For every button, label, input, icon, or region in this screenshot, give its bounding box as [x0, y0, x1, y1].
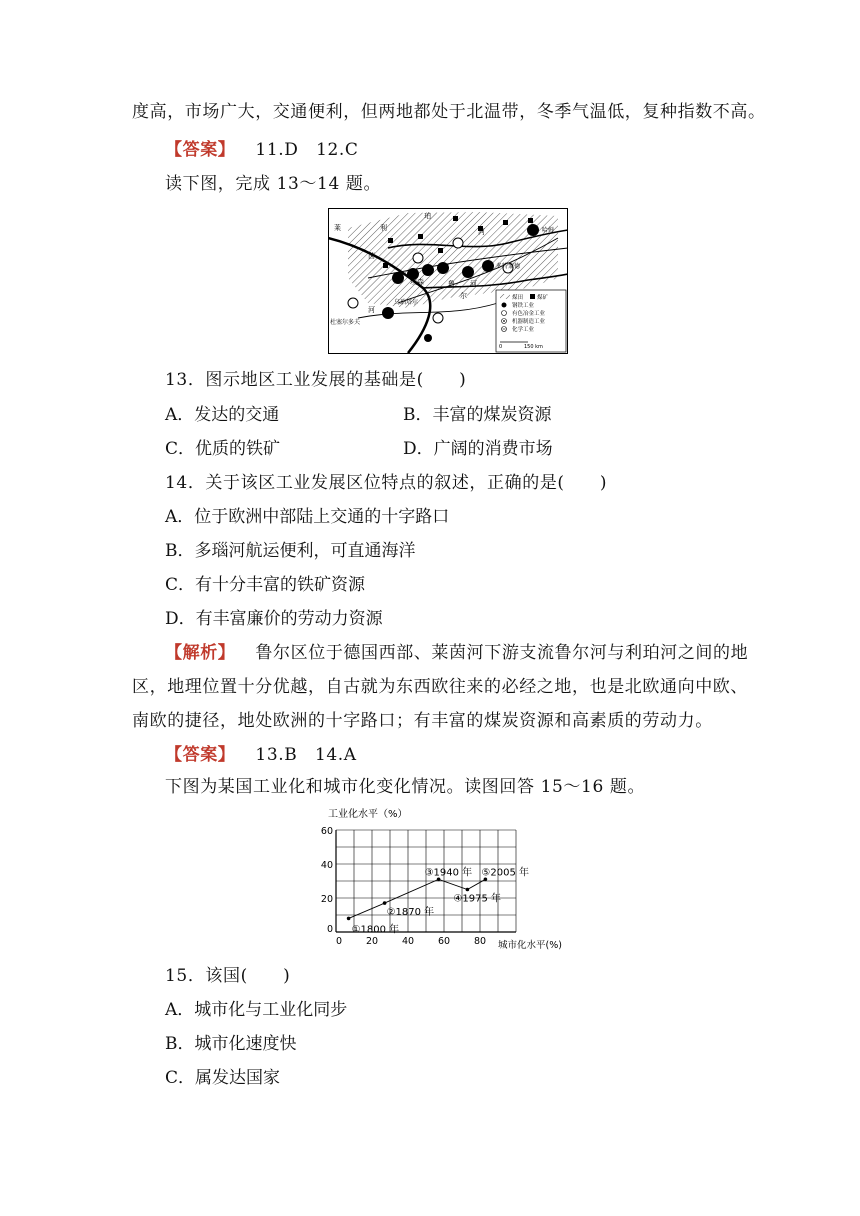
paragraph-line: 度高，市场广大，交通便利，但两地都处于北温带，冬季气温低，复种指数不高。 [132, 102, 766, 122]
map-label: 杜塞尔多夫 [330, 319, 361, 326]
map-label: 利 [380, 224, 387, 232]
x-tick-label: 40 [401, 936, 415, 947]
y-tick-label: 0 [326, 924, 333, 935]
map-label: 鲁 [448, 280, 455, 288]
q14-option-d[interactable]: D．有丰富廉价的劳动力资源 [165, 609, 383, 629]
q14-option-b[interactable]: B．多瑙河航运便利，可直通海洋 [165, 541, 416, 561]
legend-nonferrous: 有色冶金工业 [512, 311, 546, 317]
y-tick-label: 20 [320, 894, 333, 905]
map-label: 尔 [460, 292, 467, 300]
answer-line-1 [165, 138, 359, 162]
map-label: 哈姆 [542, 227, 555, 234]
data-label: ③1940 年 [424, 867, 473, 879]
q15-option-c[interactable]: C．属发达国家 [165, 1068, 281, 1088]
answer-label: 【答案】 [165, 140, 236, 160]
question-14: 14．关于该区工业发展区位特点的叙述，正确的是( ) [165, 473, 608, 493]
legend-chem: 化学工业 [512, 327, 535, 333]
ruhr-map-figure [328, 208, 568, 354]
answer-label: 【答案】 [165, 745, 236, 765]
legend-mine: 煤矿 [537, 295, 549, 301]
data-label: ④1975 年 [453, 893, 501, 905]
map-label: 河 [368, 306, 375, 314]
map-label: 河 [470, 280, 477, 288]
q14-option-c[interactable]: C．有十分丰富的铁矿资源 [165, 575, 366, 595]
q15-option-a[interactable]: A．城市化与工业化同步 [165, 1000, 348, 1020]
x-tick-label: 60 [437, 936, 451, 947]
answer-value: 13.B 14.A [255, 745, 357, 765]
analysis-line-3: 南欧的捷径，地处欧洲的十字路口；有丰富的煤炭资源和高素质的劳动力。 [132, 711, 713, 731]
q13-option-a[interactable]: A．发达的交通 [165, 405, 280, 425]
legend-machine: 机器制造工业 [512, 319, 546, 325]
data-point [383, 901, 387, 905]
data-point [466, 888, 470, 892]
q13-option-c[interactable]: C．优质的铁矿 [165, 439, 281, 459]
x-tick-label: 80 [473, 936, 487, 947]
map-label: 河 [478, 228, 485, 236]
data-label: ⑤2005 年 [481, 867, 529, 879]
analysis-line-1 [165, 641, 748, 665]
map-label: 珀 [424, 212, 431, 220]
legend-scale-zero: 0 [499, 344, 503, 350]
x-tick-label: 20 [365, 936, 379, 947]
analysis-label: 【解析】 [165, 643, 236, 663]
legend-scale: 150 km [524, 344, 543, 350]
q14-option-a[interactable]: A．位于欧洲中部陆上交通的十字路口 [165, 507, 450, 527]
q13-option-b[interactable]: B．丰富的煤炭资源 [403, 405, 552, 425]
chart-series [347, 865, 529, 935]
map-label: 埃森 [410, 278, 424, 286]
map-legend [496, 290, 566, 352]
analysis-text: 鲁尔区位于德国西部、莱茵河下游支流鲁尔河与利珀河之间的地 [255, 643, 749, 663]
answer-value: 11.D 12.C [255, 140, 359, 160]
analysis-line-2: 区，地理位置十分优越，自古就为东西欧往来的必经之地，也是北欧通向中欧、 [132, 677, 748, 697]
map-label: 茵 [368, 252, 375, 260]
y-tick-label: 40 [320, 860, 333, 871]
chart-ticks [321, 826, 486, 947]
data-point [347, 917, 351, 921]
intro-13: 读下图，完成 13～14 题。 [165, 174, 382, 194]
x-tick-label: 0 [335, 936, 343, 947]
legend-steel: 钢铁工业 [512, 303, 535, 309]
map-label: 莱 [334, 224, 341, 232]
q15-option-b[interactable]: B．城市化速度快 [165, 1034, 297, 1054]
y-tick-label: 60 [320, 826, 333, 837]
data-label: ②1870 年 [386, 907, 435, 919]
x-axis-label: 城市化水平(%) [498, 940, 562, 951]
q13-option-d[interactable]: D．广阔的消费市场 [403, 439, 553, 459]
y-axis-label: 工业化水平（%） [328, 809, 408, 820]
answer-line-2 [165, 743, 357, 767]
question-15: 15．该国( ) [165, 966, 291, 986]
data-label: ①1800 年 [351, 924, 400, 936]
question-13: 13．图示地区工业发展的基础是( ) [165, 370, 467, 390]
intro-15: 下图为某国工业化和城市化变化情况。读图回答 15～16 题。 [165, 777, 646, 797]
map-label: 乌珀塔尔 [394, 299, 419, 306]
industrialization-urbanization-chart [316, 806, 576, 956]
map-label: 多特蒙德 [496, 263, 521, 270]
legend-coal: 煤田 [512, 295, 524, 301]
